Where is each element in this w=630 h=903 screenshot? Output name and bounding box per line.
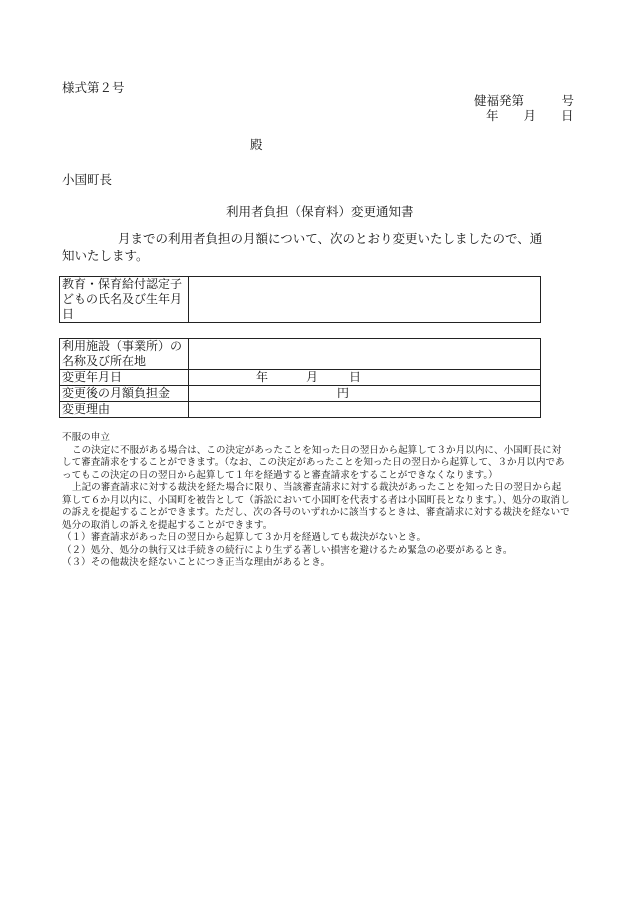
table-row bbox=[60, 370, 541, 386]
child-name-value bbox=[189, 277, 541, 323]
appeal-heading: 不服の申立 bbox=[62, 432, 110, 443]
sender: 小国町長 bbox=[62, 172, 113, 187]
appeal-section bbox=[62, 432, 570, 570]
appeal-paragraph: この決定に不服がある場合は、この決定があったことを知った日の翌日から起算して３か月以内に、小国町長に対して審査請求をすることができます。（なお、この決定があったことを知った日の翌日から起算して、３か月以内であってもこの決定の日の翌日から起算して１年を経過すると審査請求をすることができなくなります。） bbox=[62, 444, 565, 481]
change-date-label: 変更年月日 bbox=[60, 370, 189, 386]
reason-label: 変更理由 bbox=[60, 402, 189, 418]
appeal-item: （３）その他裁決を経ないことにつき正当な理由があるとき。 bbox=[62, 557, 331, 568]
document-title: 利用者負担（保育料）変更通知書 bbox=[226, 204, 414, 219]
monthly-fee-value bbox=[189, 386, 541, 402]
table-row bbox=[60, 277, 541, 323]
intro-text: 月までの利用者負担の月額について、次のとおり変更いたしましたので、通知いたします。 bbox=[62, 231, 543, 263]
change-date-month: 月 bbox=[306, 370, 319, 384]
appeal-item: （２）処分、処分の執行又は手続きの続行により生ずる著しい損害を避けるため緊急の必要があるとき。 bbox=[62, 544, 513, 556]
child-name-label: 教育・保育給付認定子どもの氏名及び生年月日 bbox=[60, 277, 189, 323]
child-info-table bbox=[59, 276, 541, 323]
change-date-year: 年 bbox=[256, 370, 269, 384]
facility-value bbox=[189, 339, 541, 370]
monthly-fee-label: 変更後の月額負担金 bbox=[60, 386, 189, 402]
appeal-item: （１）審査請求があった日の翌日から起算して３か月を経過しても裁決がないとき。 bbox=[62, 532, 427, 543]
table-row bbox=[60, 402, 541, 418]
monthly-fee-unit: 円 bbox=[337, 386, 350, 400]
facility-label: 利用施設（事業所）の名称及び所在地 bbox=[60, 339, 189, 370]
change-date-value bbox=[189, 370, 541, 386]
appeal-paragraph: 上記の審査請求に対する裁決を経た場合に限り、当該審査請求に対する裁決があったことを知った日の翌日から起算して６か月以内に、小国町を被告として（訴訟において小国町を代表する者は小国町長となります。）、処分の取消しの訴えを提起することができます。ただし、次の各号のいずれかに該当するときは、審査請求に対する裁決を経ないで処分の取消しの訴えを提起することができます。 bbox=[62, 482, 570, 531]
reason-value bbox=[189, 402, 541, 418]
issue-number: 健福発第 号 bbox=[474, 93, 575, 108]
table-row bbox=[60, 339, 541, 370]
issue-date: 年 月 日 bbox=[486, 108, 574, 123]
table-row bbox=[60, 386, 541, 402]
form-number: 様式第２号 bbox=[62, 80, 125, 95]
addressee-suffix: 殿 bbox=[250, 137, 263, 152]
change-info-table bbox=[59, 338, 541, 418]
change-date-day: 日 bbox=[349, 370, 362, 384]
